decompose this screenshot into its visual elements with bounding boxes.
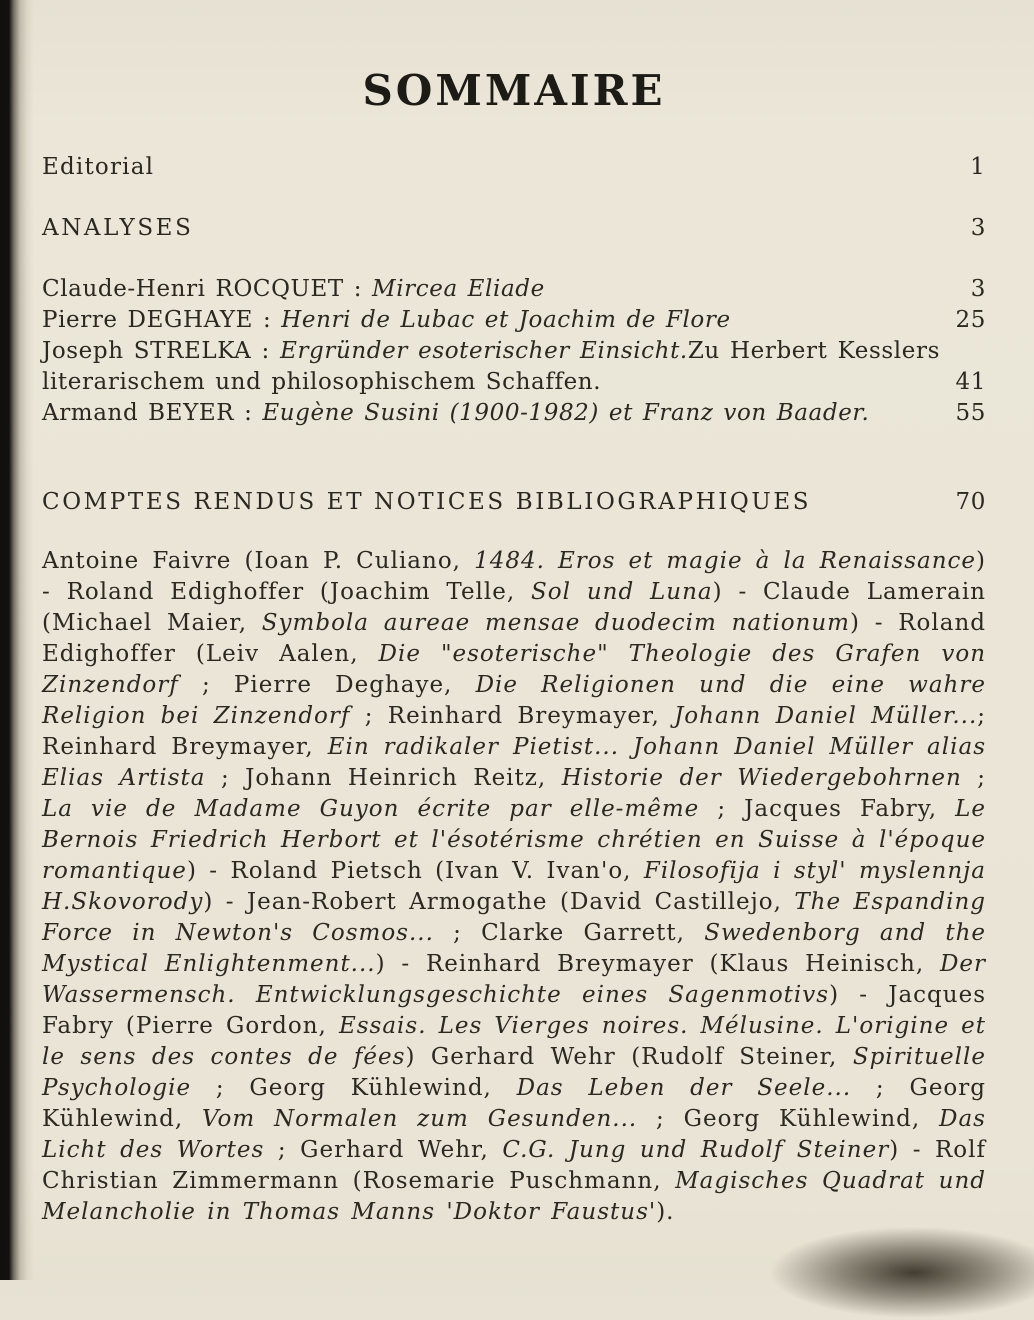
toc-entry-label: [42, 336, 940, 398]
text-segment: Symbola aureae mensae duodecim nationum: [261, 610, 850, 637]
toc-page-number: 70: [955, 489, 986, 516]
text-segment: Historie der Wiedergebohrnen: [561, 765, 962, 792]
text-segment: Das Licht des Wortes: [42, 1106, 986, 1164]
toc-entry: [42, 398, 986, 429]
text-segment: Joseph STRELKA :: [42, 338, 281, 365]
text-segment: Die Religionen und die eine wahre Religion bei Zinzendorf: [42, 672, 986, 730]
text-segment: ; Pierre Deghaye,: [178, 672, 476, 699]
toc-page-number: 55: [955, 400, 986, 427]
text-segment: ) - Roland Edighoffer (Leiv Aalen,: [42, 610, 987, 668]
toc-entry-label: [42, 398, 940, 429]
text-segment: ) - Jacques Fabry (Pierre Gordon,: [42, 982, 986, 1040]
text-segment: Spirituelle Psychologie: [42, 1044, 986, 1102]
text-segment: Magisches Quadrat und Melancholie in Thomas Manns 'Doktor Faustus': [42, 1168, 986, 1226]
toc-page-number: 1: [970, 154, 986, 181]
text-segment: Ergründer esoterischer Einsicht.: [280, 338, 688, 365]
text-segment: Johann Daniel Müller...: [674, 703, 978, 730]
text-segment: ; Clarke Garrett,: [433, 920, 705, 947]
toc-label-analyses: ANALYSES: [42, 215, 194, 242]
toc-entries-list: [42, 274, 986, 429]
toc-section-analyses: [42, 213, 986, 244]
text-segment: La vie de Madame Guyon écrite par elle-même: [42, 796, 700, 823]
text-segment: ; Reinhard Breymayer,: [42, 703, 986, 761]
text-segment: Das Leben der Seele...: [516, 1075, 852, 1102]
book-binding-shadow: [0, 0, 34, 1280]
toc-page-number: 3: [970, 276, 986, 303]
text-segment: ) - Reinhard Breymayer (Klaus Heinisch,: [375, 951, 940, 978]
reviews-paragraph: [42, 546, 986, 1228]
toc-entry-editorial: [42, 152, 986, 183]
text-segment: ; Georg Kühlewind,: [42, 1075, 986, 1133]
text-segment: C.G. Jung und Rudolf Steiner: [502, 1137, 890, 1164]
text-segment: Ein radikaler Pietist... Johann Daniel Müller alias Elias Artista: [42, 734, 986, 792]
scan-corner-shadow: [764, 1225, 1034, 1320]
text-segment: Swedenborg and the Mystical Enlightenment...: [42, 920, 987, 978]
text-segment: ; Georg Kühlewind,: [191, 1075, 517, 1102]
text-segment: Eugène Susini (1900-1982) et Franz von Baader.: [262, 400, 870, 427]
text-segment: ) - Jean-Robert Armogathe (David Castillejo,: [203, 889, 795, 916]
text-segment: ) - Claude Lamerain (Michael Maier,: [42, 579, 986, 637]
text-segment: ; Jacques Fabry,: [699, 796, 956, 823]
text-segment: The Espanding Force in Newton's Cosmos...: [42, 889, 986, 947]
toc-page-number: 25: [955, 307, 986, 334]
text-segment: Zu Herbert Kesslers literarischem und philosophischem Schaffen.: [42, 338, 940, 396]
text-segment: Claude-Henri ROCQUET :: [42, 276, 373, 303]
text-segment: ; Reinhard Breymayer,: [350, 703, 675, 730]
text-segment: ; Johann Heinrich Reitz,: [205, 765, 562, 792]
text-segment: ;: [961, 765, 986, 792]
page-title: SOMMAIRE: [362, 66, 666, 115]
text-segment: Der Wassermensch. Entwicklungsgeschichte eines Sagenmotivs: [42, 951, 986, 1009]
text-segment: 1484. Eros et magie à la Renaissance: [474, 548, 977, 575]
toc-page-number: 3: [970, 215, 986, 242]
text-segment: ; Gerhard Wehr,: [264, 1137, 503, 1164]
text-segment: Die "esoterische" Theologie des Grafen von Zinzendorf: [42, 641, 987, 699]
text-segment: Sol und Luna: [531, 579, 713, 606]
text-segment: Armand BEYER :: [42, 400, 263, 427]
text-segment: ; Georg Kühlewind,: [637, 1106, 940, 1133]
toc-entry-label: [42, 274, 940, 305]
toc-page-number: 41: [955, 369, 986, 396]
toc-entry: [42, 336, 986, 398]
page-content: [42, 0, 986, 1228]
toc-entry: [42, 305, 986, 336]
text-segment: Vom Normalen zum Gesunden...: [202, 1106, 638, 1133]
text-segment: Antoine Faivre (Ioan P. Culiano,: [42, 548, 475, 575]
text-segment: ) - Rolf Christian Zimmermann (Rosemarie Puschmann,: [42, 1137, 987, 1195]
toc-section-reviews: [42, 487, 986, 518]
text-segment: ) Gerhard Wehr (Rudolf Steiner,: [405, 1044, 853, 1071]
text-segment: ) - Roland Edighoffer (Joachim Telle,: [42, 548, 986, 606]
toc-label-reviews: COMPTES RENDUS ET NOTICES BIBLIOGRAPHIQUES: [42, 489, 812, 516]
text-segment: ).: [656, 1199, 675, 1226]
text-segment: Essais. Les Vierges noires. Mélusine. L'origine et le sens des contes de fées: [42, 1013, 986, 1071]
text-segment: Filosofija i styl' myslennja H.Skovorody: [42, 858, 986, 916]
toc-entry-label: [42, 305, 940, 336]
toc-entry: [42, 274, 986, 305]
text-segment: ) - Roland Pietsch (Ivan V. Ivan'o,: [186, 858, 644, 885]
toc-label-editorial: Editorial: [42, 154, 155, 181]
text-segment: Le Bernois Friedrich Herbort et l'ésotérisme chrétien en Suisse à l'époque romantique: [42, 796, 986, 885]
text-segment: Mircea Eliade: [372, 276, 545, 303]
text-segment: Henri de Lubac et Joachim de Flore: [281, 307, 731, 334]
text-segment: Pierre DEGHAYE :: [42, 307, 282, 334]
